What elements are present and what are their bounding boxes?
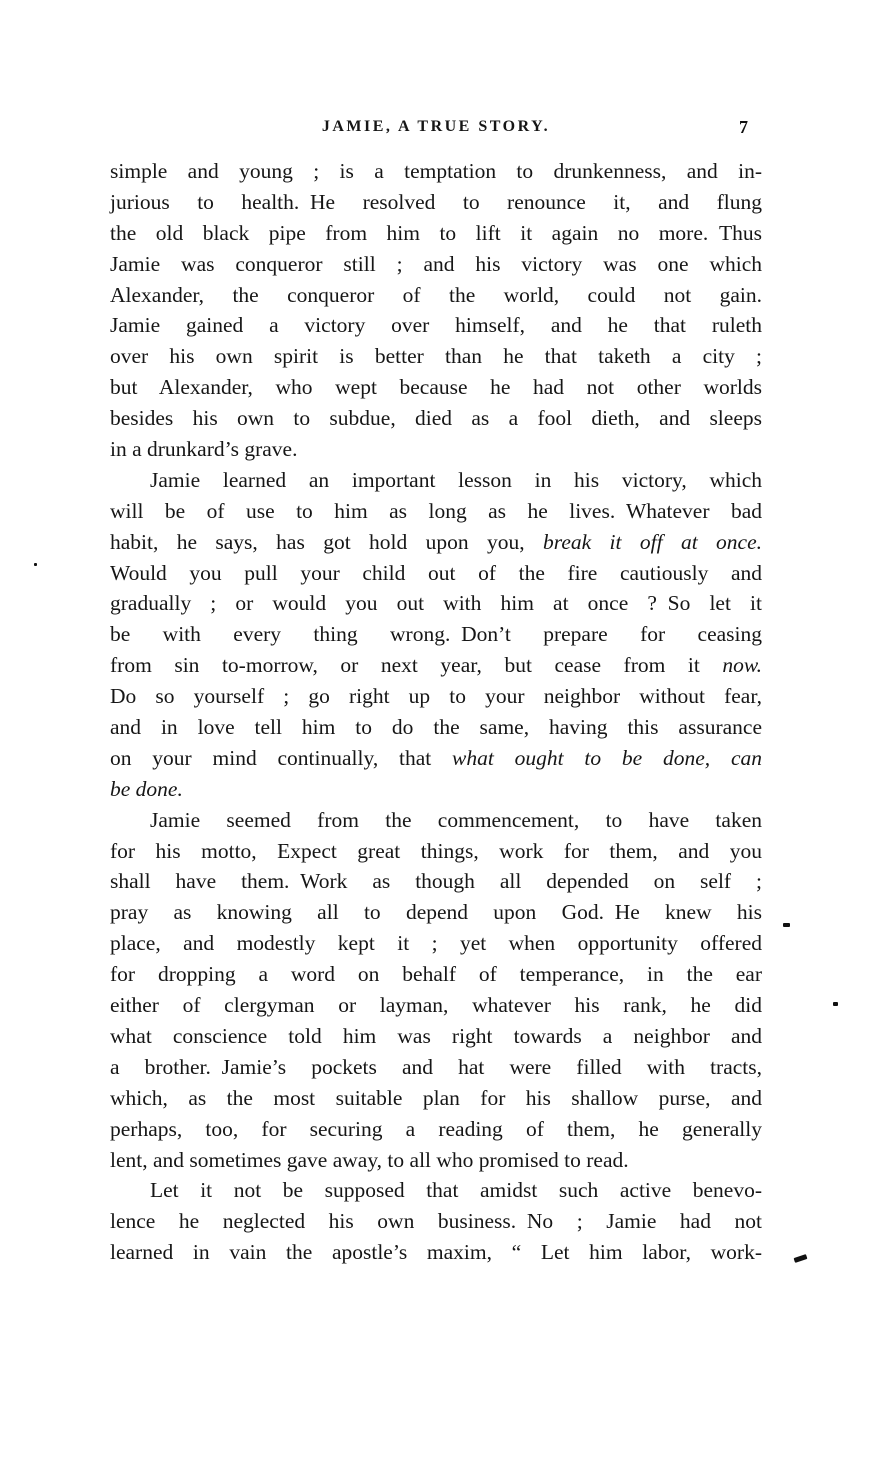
text-line: [110, 249, 762, 280]
text-line: [110, 619, 762, 650]
text-line: [110, 187, 762, 218]
text-run: Let it not be supposed that amidst such active benevo-: [150, 1178, 762, 1203]
text-run: habit, he says, has got hold upon you,: [110, 529, 544, 554]
text-line: [110, 218, 762, 249]
text-run: for his motto, Expect great things, work for them, and you: [110, 838, 762, 863]
speck-right-margin-lower: [833, 1002, 838, 1006]
text-line: [110, 1145, 762, 1176]
text-run: will be of use to him as long as he lives. Whatever bad: [110, 498, 762, 523]
text-line: [110, 156, 762, 187]
text-line: [110, 866, 762, 897]
text-run: be with every thing wrong. Don’t prepare for ceasing: [110, 622, 762, 647]
text-line: [110, 558, 762, 589]
running-header-title: JAMIE, A TRUE STORY.: [321, 118, 551, 135]
text-run: pray as knowing all to depend upon God. He knew his: [110, 900, 762, 925]
text-line: [110, 650, 762, 681]
text-run: but Alexander, who wept because he had not other worlds: [110, 375, 762, 400]
text-line: [110, 712, 762, 743]
text-line: [110, 1021, 762, 1052]
text-run: a brother. Jamie’s pockets and hat were filled with tracts,: [110, 1054, 762, 1079]
text-run: in a drunkard’s grave.: [110, 437, 298, 462]
text-run: Do so yourself ; go right up to your neighbor without fear,: [110, 684, 762, 709]
text-line: [110, 681, 762, 712]
ink-mark-bottom-right: [794, 1254, 808, 1263]
text-line: [110, 372, 762, 403]
text-line: [110, 805, 762, 836]
page-number: 7: [739, 117, 748, 137]
text-run: shall have them. Work as though all depended on self ;: [110, 869, 762, 894]
text-run: on your mind continually, that: [110, 745, 453, 770]
text-line: [110, 990, 762, 1021]
text-line: [110, 897, 762, 928]
text-line: [110, 1175, 762, 1206]
speck-left-margin: [34, 563, 37, 566]
text-run: Jamie seemed from the commencement, to have taken: [150, 807, 762, 832]
text-line: [110, 496, 762, 527]
italic-text-run: now.: [722, 653, 762, 678]
text-run: Alexander, the conqueror of the world, could not gain.: [110, 282, 762, 307]
text-line: [110, 280, 762, 311]
text-line: [110, 774, 762, 805]
text-run: the old black pipe from him to lift it again no more. Thus: [110, 220, 762, 245]
text-run: over his own spirit is better than he that taketh a city ;: [110, 344, 762, 369]
text-run: and in love tell him to do the same, having this assurance: [110, 715, 762, 740]
text-line: [110, 527, 762, 558]
text-line: [110, 1206, 762, 1237]
text-run: from sin to-morrow, or next year, but cease from it: [110, 653, 723, 678]
text-line: [110, 310, 762, 341]
text-line: [110, 341, 762, 372]
text-run: simple and young ; is a temptation to drunkenness, and in-: [110, 159, 762, 183]
text-run: gradually ; or would you out with him at once ? So let it: [110, 591, 762, 616]
text-run: jurious to health. He resolved to renounce it, and flung: [110, 189, 762, 214]
text-run: Jamie was conqueror still ; and his victory was one which: [110, 251, 762, 276]
text-line: [110, 743, 762, 774]
text-line: [110, 1052, 762, 1083]
text-line: [110, 403, 762, 434]
text-line: [110, 959, 762, 990]
text-block: [110, 156, 762, 1268]
text-run: perhaps, too, for securing a reading of them, he generally: [110, 1116, 762, 1141]
text-line: [110, 434, 762, 465]
text-run: what conscience told him was right towards a neighbor and: [110, 1023, 762, 1048]
text-line: [110, 928, 762, 959]
text-run: Jamie gained a victory over himself, and he that ruleth: [110, 313, 762, 338]
text-run: lence he neglected his own business. No ; Jamie had not: [110, 1209, 762, 1234]
text-run: place, and modestly kept it ; yet when opportunity offered: [110, 931, 762, 956]
text-run: lent, and sometimes gave away, to all who promised to read.: [110, 1147, 629, 1172]
italic-text-run: break it off at once.: [543, 529, 763, 554]
italic-text-run: be done.: [110, 776, 183, 801]
text-run: learned in vain the apostle’s maxim, “ Let him labor, work-: [110, 1240, 762, 1265]
speck-right-margin-upper: [783, 923, 790, 927]
text-line: [110, 1083, 762, 1114]
text-run: which, as the most suitable plan for his shallow purse, and: [110, 1085, 762, 1110]
text-line: [110, 1114, 762, 1145]
running-header: [110, 114, 762, 140]
text-run: Would you pull your child out of the fire cautiously and: [110, 560, 762, 585]
text-run: besides his own to subdue, died as a fool dieth, and sleeps: [110, 406, 762, 431]
text-run: for dropping a word on behalf of temperance, in the ear: [110, 962, 762, 987]
text-run: Jamie learned an important lesson in his victory, which: [150, 467, 762, 492]
text-line: [110, 465, 762, 496]
text-run: either of clergyman or layman, whatever his rank, he did: [110, 993, 762, 1018]
text-line: [110, 836, 762, 867]
text-line: [110, 588, 762, 619]
italic-text-run: what ought to be done, can: [452, 745, 762, 770]
text-line: [110, 1237, 762, 1268]
